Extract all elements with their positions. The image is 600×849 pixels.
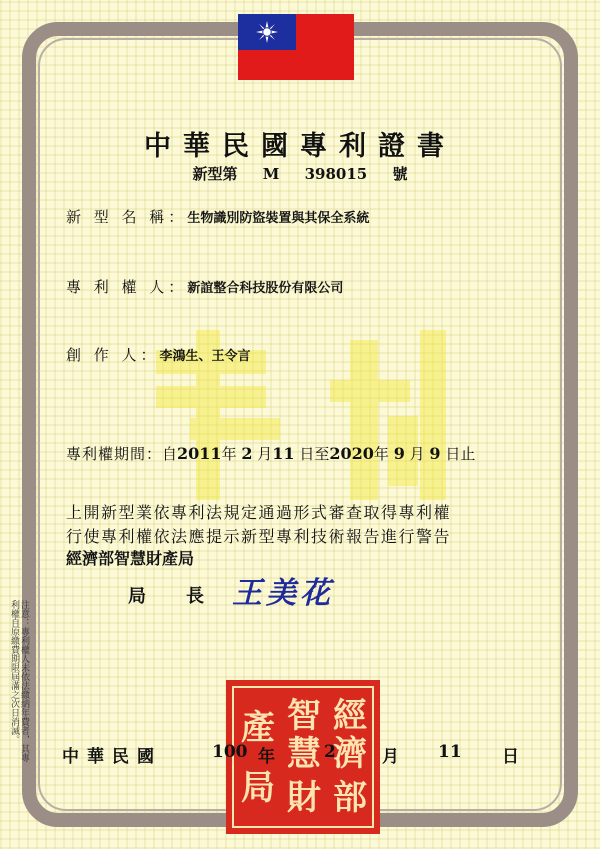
field-creator-value: 李鴻生、王令言 <box>159 349 251 364</box>
term-end-day: 9 <box>429 444 441 463</box>
seal-char: 局 <box>241 768 275 808</box>
national-flag <box>238 14 354 80</box>
date-prefix: 中華民國 <box>62 747 162 767</box>
seal-char: 濟 <box>333 734 367 774</box>
director-title: 局長 <box>128 586 244 607</box>
field-term <box>66 443 475 464</box>
certificate-title: 中華民國專利證書 <box>144 131 456 162</box>
field-creator-label: 創 作 人： <box>66 346 160 364</box>
seal-char: 財 <box>287 778 321 818</box>
field-creator <box>66 344 251 365</box>
fee-notice: 注意：專利權人未依法繳納年費者，其專利權自原繳費期限屆滿之次日消滅。 <box>9 600 29 762</box>
body-line-1: 上開新型業依專利法規定通過形式審查取得專利權 <box>66 503 452 522</box>
official-seal <box>226 680 380 834</box>
flag-canton <box>238 14 296 50</box>
certificate-number <box>0 163 600 184</box>
date-day-char: 日 <box>502 747 519 767</box>
term-month-char-1: 月 <box>257 445 273 463</box>
director-signature: 王美花 <box>232 576 334 611</box>
date-year-char: 年 <box>258 747 275 767</box>
term-year-char-1: 年 <box>221 445 237 463</box>
date-month: 2 <box>324 742 336 762</box>
issuing-agency: 經濟部智慧財產局 <box>66 549 195 568</box>
term-start-day: 11 <box>272 444 295 463</box>
term-end-year: 2020 <box>329 444 374 463</box>
term-end-month: 9 <box>393 444 405 463</box>
field-holder-label: 專 利 權 人： <box>66 278 188 296</box>
date-year: 100 <box>212 742 248 762</box>
field-name-value: 生物識別防盜裝置與其保全系統 <box>187 211 370 226</box>
date-day: 11 <box>438 742 462 762</box>
field-name-label: 新 型 名 稱： <box>66 208 188 226</box>
seal-char: 部 <box>333 778 367 818</box>
seal-char: 產 <box>241 708 275 748</box>
number-suffix: 號 <box>392 165 408 183</box>
field-name <box>66 206 369 227</box>
number-prefix: 新型第 <box>192 165 238 183</box>
term-start-month: 2 <box>241 444 253 463</box>
term-month-char-2: 月 <box>409 445 425 463</box>
body-line-2: 行使專利權依法應提示新型專利技術報告進行警告 <box>66 527 452 546</box>
white-sun-icon <box>256 21 278 43</box>
term-day-char: 日至 <box>299 445 330 463</box>
number-letter: M <box>262 165 280 183</box>
term-start-year: 2011 <box>177 444 222 463</box>
field-holder-value: 新誼整合科技股份有限公司 <box>187 281 344 296</box>
term-end-char: 日止 <box>445 445 476 463</box>
term-from: 自 <box>162 445 178 463</box>
field-holder <box>66 276 343 297</box>
term-year-char-2: 年 <box>373 445 389 463</box>
seal-char: 慧 <box>287 734 321 774</box>
seal-char: 智 <box>287 696 321 736</box>
date-month-char: 月 <box>382 747 399 767</box>
field-term-label: 專利權期間： <box>66 445 163 463</box>
number-value: 398015 <box>304 165 368 183</box>
seal-char: 經 <box>333 696 367 736</box>
